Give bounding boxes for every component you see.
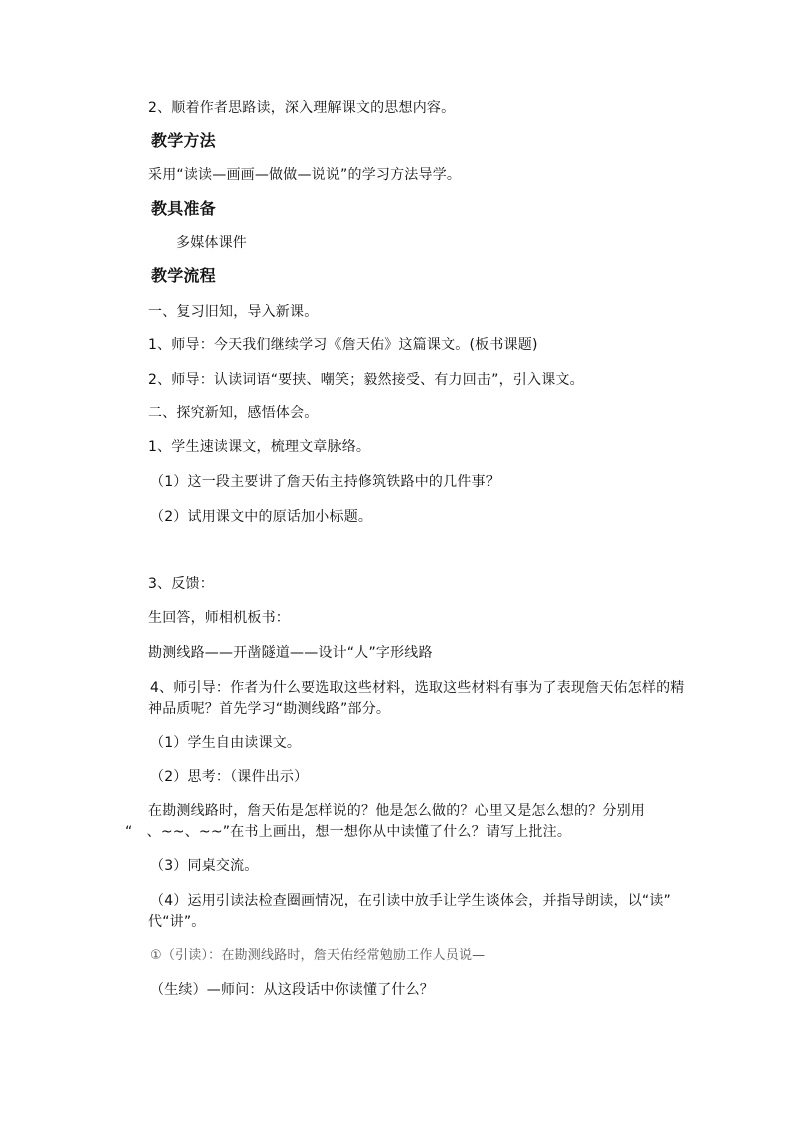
paragraph-thinking-line2: “ 、~~、~~”在书上画出，想一想你从中读懂了什么？请写上批注。 [125,824,572,840]
section-review: 一、复习旧知，导入新课。 [148,304,319,320]
paragraph-review-2: 2、师导：认读词语“要挟、嘲笑；毅然接受、有力回击”，引入课文。 [148,372,584,388]
heading-teaching-flow: 教学流程 [151,266,216,285]
step-guided-reading-quote: ①（引读）：在勘测线路时，詹天佑经常勉励工作人员说— [150,948,486,963]
paragraph-explore-1: 1、学生速读课文，梳理文章脉络。 [148,439,371,455]
paragraph-thinking-line1: 在勘测线路时，詹天佑是怎样说的？他是怎么做的？心里又是怎么想的？分别用 [148,803,645,819]
paragraph-teacher-guide-line1: 4、师引导：作者为什么要选取这些材料，选取这些材料有事为了表现詹天佑怎样的精 [150,680,685,696]
paragraph-student-answer: 生回答，师相机板书： [148,610,290,626]
heading-teaching-method: 教学方法 [151,131,216,150]
step-guided-reading-line2: 代“讲”。 [148,914,206,930]
step-student-continue: （生续）—师问：从这段话中你读懂了什么？ [150,982,434,998]
paragraph-board-notes: 勘测线路——开凿隧道——设计“人”字形线路 [148,645,433,661]
paragraph-feedback: 3、反馈： [148,576,214,592]
paragraph-method: 采用“读读—画画—做做—说说”的学习方法导学。 [148,167,462,183]
paragraph-teacher-guide-line2: 神品质呢？首先学习“勘测线路”部分。 [148,701,391,717]
paragraph-aids: 多媒体课件 [176,235,247,251]
step-guided-reading-line1: （4）运用引读法检查圈画情况，在引读中放手让学生谈体会，并指导朗读，以“读” [150,893,672,909]
step-peer-exchange: （3）同桌交流。 [150,858,259,874]
paragraph-goal-2: 2、顺着作者思路读，深入理解课文的思想内容。 [148,100,456,116]
question-2: （2）试用课文中的原话加小标题。 [150,509,373,525]
step-thinking: （2）思考：（课件出示） [150,769,309,785]
question-1: （1）这一段主要讲了詹天佑主持修筑铁路中的几件事？ [150,474,500,490]
step-free-reading: （1）学生自由读课文。 [150,735,302,751]
heading-teaching-aids: 教具准备 [151,199,216,218]
paragraph-review-1: 1、师导：今天我们继续学习《詹天佑》这篇课文。(板书课题) [148,337,538,353]
section-explore: 二、探究新知，感悟体会。 [148,405,319,421]
